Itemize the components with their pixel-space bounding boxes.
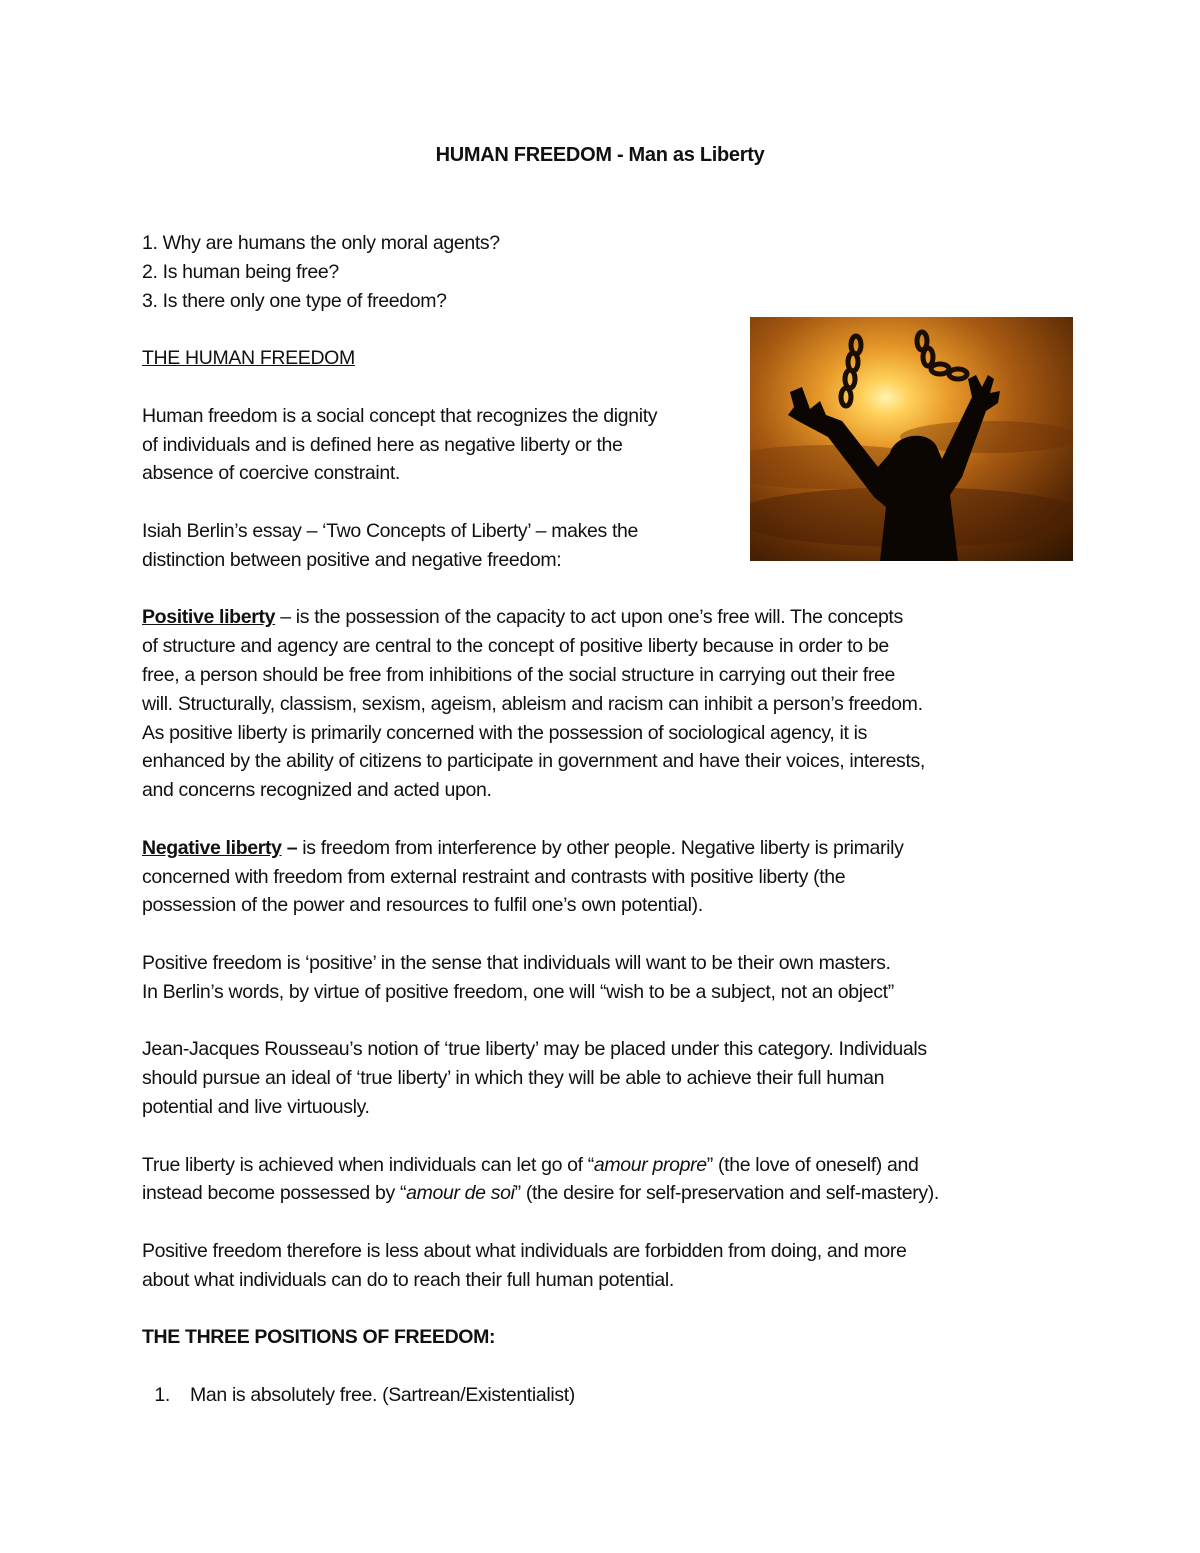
positive-liberty-line: will. Structurally, classism, sexism, ageism, ableism and racism can inhibit a person’s freedom. <box>142 692 923 715</box>
document-title: HUMAN FREEDOM - Man as Liberty <box>435 144 765 166</box>
question-1: 1. Why are humans the only moral agents? <box>142 232 500 254</box>
list-item <box>120 1381 1062 1410</box>
true-liberty-paragraph <box>142 1151 1062 1209</box>
positions-heading: THE THREE POSITIONS OF FREEDOM: <box>142 1326 496 1349</box>
intro-line: absence of coercive constraint. <box>142 462 400 485</box>
berlin-paragraph <box>142 517 742 575</box>
list-item-text: Man is absolutely free. (Sartrean/Existentialist) <box>190 1383 575 1406</box>
positive-sense-paragraph <box>142 949 1062 1007</box>
true-liberty-text: ” (the love of oneself) and <box>706 1153 919 1176</box>
negative-liberty-term: Negative liberty <box>142 836 282 859</box>
true-liberty-text: True liberty is achieved when individuals can let go of “ <box>142 1153 594 1176</box>
therefore-line: Positive freedom therefore is less about what individuals are forbidden from doing, and more <box>142 1239 907 1262</box>
rousseau-line: potential and live virtuously. <box>142 1095 370 1118</box>
positions-list <box>120 1381 1062 1410</box>
berlin-line: Isiah Berlin’s essay – ‘Two Concepts of Liberty’ – makes the <box>142 519 638 542</box>
negative-liberty-line: possession of the power and resources to fulfil one’s own potential). <box>142 894 703 917</box>
question-2: 2. Is human being free? <box>142 260 339 283</box>
positive-liberty-line: of structure and agency are central to the concept of positive liberty because in order to be <box>142 635 889 658</box>
question-3: 3. Is there only one type of freedom? <box>142 289 447 312</box>
question-list <box>142 229 1062 315</box>
positive-liberty-line: As positive liberty is primarily concerned with the possession of sociological agency, it is <box>142 721 868 744</box>
document-body <box>142 229 1062 1410</box>
intro-line: Human freedom is a social concept that recognizes the dignity <box>142 404 658 427</box>
positive-liberty-paragraph <box>142 603 1062 805</box>
positive-liberty-line: free, a person should be free from inhibitions of the social structure in carrying out their free <box>142 663 895 686</box>
positive-liberty-line: enhanced by the ability of citizens to participate in government and have their voices, interests, <box>142 750 925 773</box>
positive-liberty-term: Positive liberty <box>142 606 276 629</box>
section-heading: THE HUMAN FREEDOM <box>142 347 355 370</box>
true-liberty-text: instead become possessed by “ <box>142 1182 407 1205</box>
positive-liberty-line: and concerns recognized and acted upon. <box>142 779 492 802</box>
true-liberty-text: ” (the desire for self-preservation and self-mastery). <box>514 1182 939 1205</box>
amour-de-soi-term: amour de soi <box>406 1182 515 1205</box>
negative-liberty-paragraph <box>142 834 1062 920</box>
rousseau-line: Jean-Jacques Rousseau’s notion of ‘true liberty’ may be placed under this category. Individuals <box>142 1038 927 1061</box>
positive-sense-line: Positive freedom is ‘positive’ in the sense that individuals will want to be their own masters. <box>142 951 891 974</box>
berlin-line: distinction between positive and negative freedom: <box>142 548 562 571</box>
intro-line: of individuals and is defined here as negative liberty or the <box>142 433 623 456</box>
therefore-paragraph <box>142 1237 1062 1295</box>
list-item-number: 1. <box>154 1383 170 1406</box>
positive-sense-line: In Berlin’s words, by virtue of positive freedom, one will “wish to be a subject, not an object” <box>142 980 894 1003</box>
therefore-line: about what individuals can do to reach their full human potential. <box>142 1268 674 1291</box>
negative-liberty-definition: is freedom from interference by other people. Negative liberty is primarily <box>297 836 904 859</box>
rousseau-paragraph <box>142 1035 1062 1121</box>
rousseau-line: should pursue an ideal of ‘true liberty’ in which they will be able to achieve their full human <box>142 1067 885 1090</box>
intro-paragraph <box>142 402 742 488</box>
negative-liberty-line: concerned with freedom from external restraint and contrasts with positive liberty (the <box>142 865 846 888</box>
positive-liberty-definition: – is the possession of the capacity to act upon one’s free will. The concepts <box>275 606 903 629</box>
negative-liberty-dash: – <box>281 836 298 859</box>
amour-propre-term: amour propre <box>593 1153 707 1176</box>
